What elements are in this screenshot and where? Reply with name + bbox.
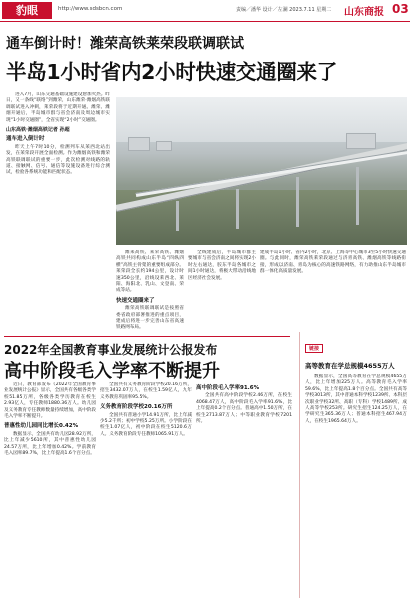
story2-body-2: 全国共有义务教育阶段学校20.16万所，招生3432.07万人，在校生1.59亿人，九年义务教育巩固率95.5%。 [100,382,192,400]
story1-column-3 [188,250,256,332]
photo-building [346,133,376,149]
paper-name: 山东商报 [344,7,384,18]
story2-subhead-3: 高中阶段毛入学率91.6% [196,385,260,391]
story1-body-5: 建成半岛1小时、省内2小时，北京、上海等中心城市3至5小时快速交通圈。与此同时，潍荣高铁莱荣段通过与济青高铁、潍烟高铁等线路衔接，形成以济南、青岛为核心的高速铁路网络，有力助推山东半岛城市群一体化高质量发展。 [260,250,406,275]
site-url[interactable]: http://www.sdsbcn.com [58,6,123,12]
story1-column-2 [116,250,184,332]
story2-headline: 高中阶段毛入学率不断提升 [4,361,220,382]
story1-headline: 半岛1小时省内2小时快速交通圈来了 [6,60,337,84]
story1-subhead-1: 通车进入倒计时 [6,136,45,143]
photo-building [128,137,150,151]
story2-subhead-2: 义务教育阶段学校20.16万所 [100,404,173,411]
story1-subhead-2: 快速交通圈来了 [116,297,155,304]
sidebar-body: 数据显示，全国高等教育在学总规模4655万人，比上年增加225万人。高等教育毛入学率59.6%，比上年提高1.8个百分点。全国共有高等学校3013所，其中普通本科学校1239所、本科层次职业学校32所、高职（专科）学校1489所、成人高等学校253所。研究生招生124.25万人，在学研究生365.36万人；普通本科招生467.94万人，在校生1965.64万人。 [305,374,407,424]
story2-column-3 [196,382,292,598]
story2-body-4: 全国共有高中阶段学校2.46万所，在校生4068.47万人，高中阶段毛入学率91.6%，比上年提高0.2个百分点。普通高中1.50万所，在校生2713.87万人；中等职业教育学校7201所。 [196,393,292,425]
photo-pier [236,189,239,229]
story1-kicker: 通车倒计时！潍荣高铁莱荣段联调联试 [6,36,244,52]
photo-pier [356,167,359,225]
story1-column-1 [6,92,110,332]
story1-body-4: 全线建成后，半岛城市群主要城市与省会济南之间将实现2小时左右通达，胶东半岛各城市之间1小时通达，将极大带动沿线地区经济社会发展。 [188,250,256,281]
story1-column-4 [260,250,406,332]
photo-pier [176,201,179,231]
story2-body-3: 全国共有普通小学14.91万所，比上年减少5.2千所；初中学校5.25万所。小学阶段在校生1.07亿人，初中阶段在校生5120.6万人。义务教育阶段专任教师1065.91万人。 [100,412,192,437]
story2-column-2 [100,382,192,598]
story2-body-1: 数据显示，全国共有幼儿园28.92万所，比上年减少5610所，其中普惠性幼儿园24.57万所，比上年增加0.42%。学前教育毛入园率89.7%，比上年提高1.6个百分点。 [4,431,96,457]
section-brand: 豹眼 [2,2,52,19]
story2-subhead-1: 普惠性幼儿园同比增长0.42% [4,423,79,430]
sidebar-title: 高等教育在学总规模4655万人 [305,362,395,370]
story1-body-3: 潍荣高铁联调联试是按照省委省政府部署推进的重点项目，建成后将进一步完善山东省高速铁路网布局。 [116,306,184,331]
story1-body-1: 昨天上午7时10分，检测列车从莱西北站出发，在莱荣段开展全面检测。作为潍烟高铁和潍荣高铁联调联试的重要一步，此次检测对线路的轨道、接触网、信号、通信等设施设备进行综合测试，检验各系统功能和匹配状态。 [6,144,110,176]
story1-source: 山东高铁·潍烟高铁记者 孙超 [6,127,70,134]
story2-lead: 近日，教育部发布《2022年全国教育事业发展统计公报》显示，全国共有各级各类学校51.85万所，各级各类学历教育在校生2.93亿人，专任教师1880.36万人。幼儿园及义务教育专任教师数量持续增加，高中阶段毛入学率不断提升。 [4,382,96,420]
education-sidebar [299,332,407,598]
page-number: 03 [392,2,409,16]
masthead [0,0,410,22]
story2-kicker: 2022年全国教育事业发展统计公报发布 [4,343,218,357]
story2-column-1 [4,382,96,598]
railway-viaduct-aerial-photo [116,97,407,245]
photo-pier [296,177,299,227]
story2-divider [4,336,290,337]
story1-body-2: 潍莱高铁、莱荣高铁、潍烟高铁共同构成山东半岛“四纵四横”高铁主骨架的重要组成部分。莱荣段全长约194公里，设计时速350公里，沿线设莱西北、莱阳、海阳北、乳山、文登南、荣成等站。 [116,250,184,294]
photo-building [156,141,172,151]
story1-lead: 进入7月，山东交通基础设施建设愈加火热。昨日，又一条线“联络”到潍荣，山东潍荣·潍烟高铁联调联试进入冲刺，莱荣段将于近期开通。潍荣、潍烟开通后，半岛城市群与省会济南及周边城市实现“1小时交通圈”，全省实现“2小时”交通圈。 [6,92,110,123]
folio-line: 责编／潘华 设计／左澜 2023.7.11 星期二 [236,7,332,13]
sidebar-tag: 链接 [305,344,323,353]
